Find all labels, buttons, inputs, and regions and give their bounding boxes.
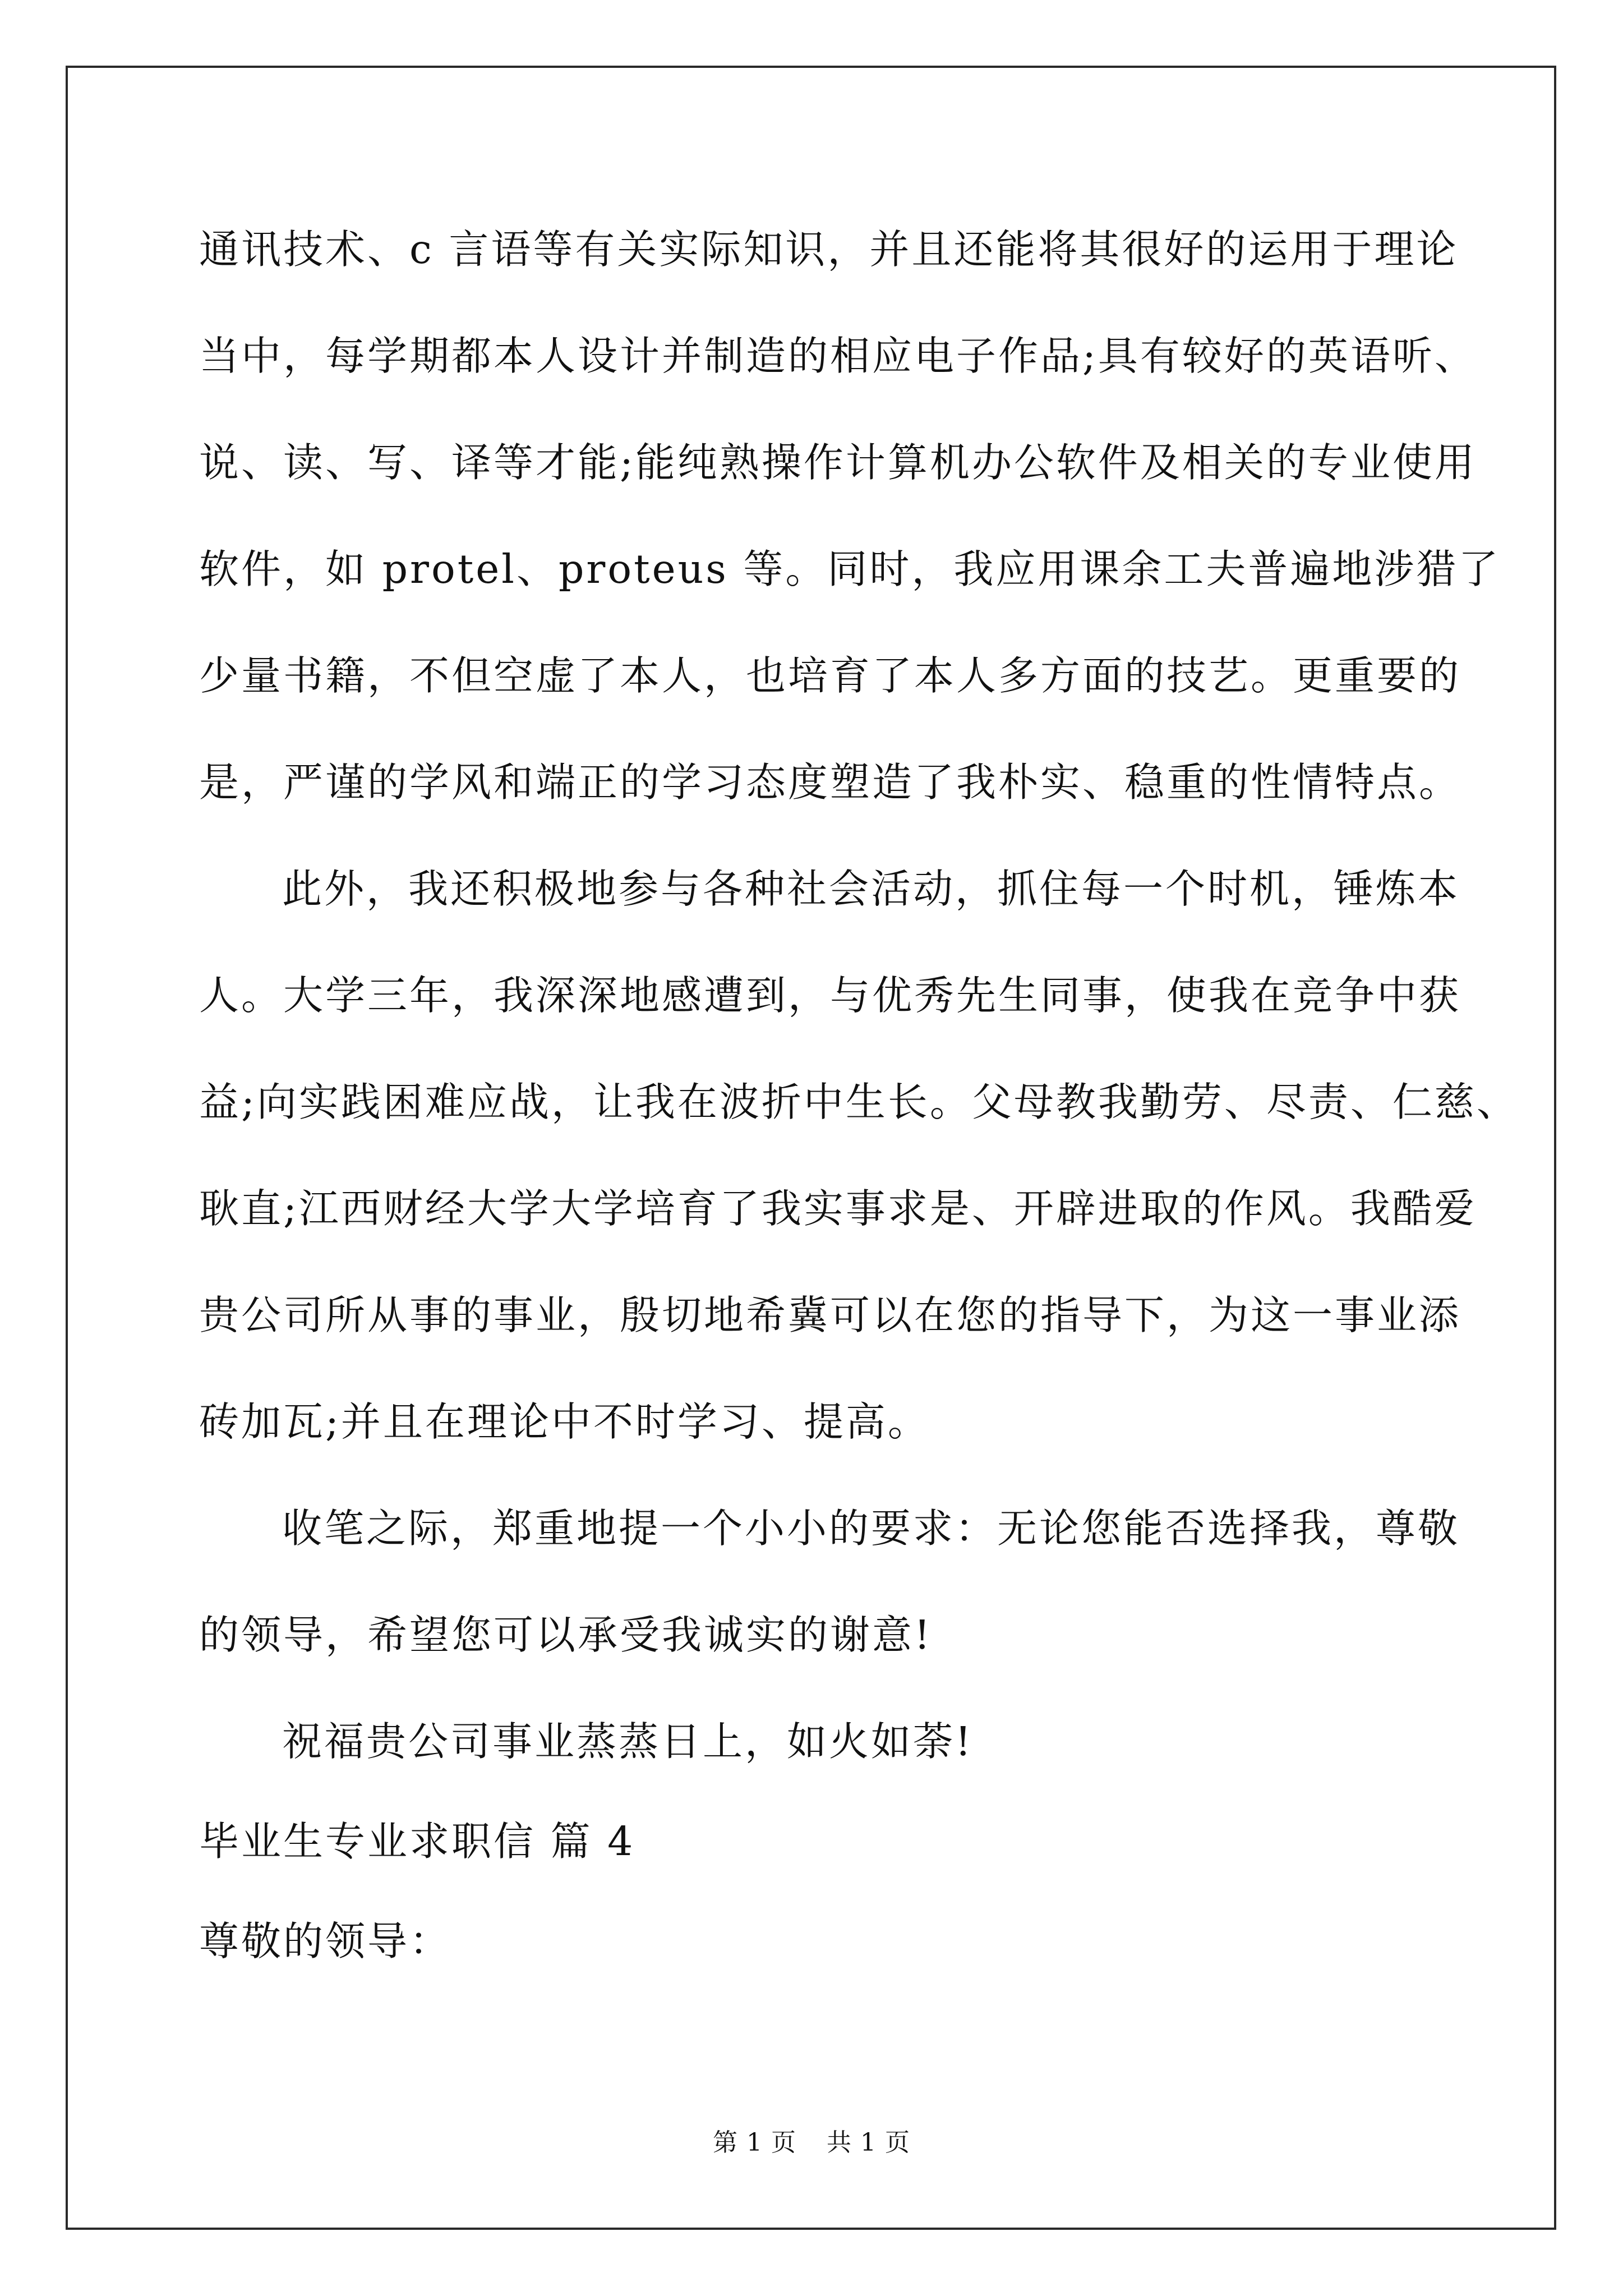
text-line: 贵公司所从事的事业，殷切地希冀可以在您的指导下，为这一事业添	[199, 1292, 1461, 1338]
text-line: 益;向实践困难应战，让我在波折中生长。父母教我勤劳、尽责、仁慈、	[199, 1079, 1519, 1125]
page-total: 共 1 页	[827, 2128, 910, 2157]
text-line: 当中，每学期都本人设计并制造的相应电子作品;具有较好的英语听、	[199, 333, 1477, 379]
text-line: 说、读、写、译等才能;能纯熟操作计算机办公软件及相关的专业使用	[199, 439, 1477, 486]
salutation-line: 尊敬的领导：	[199, 1918, 452, 1964]
text-line: 的领导，希望您可以承受我诚实的谢意!	[199, 1612, 933, 1658]
closing-wish-line: 祝福贵公司事业蒸蒸日上，如火如荼!	[282, 1718, 974, 1765]
text-line: 是，严谨的学风和端正的学习态度塑造了我朴实、稳重的性情特点。	[199, 759, 1461, 806]
section-heading: 毕业生专业求职信 篇 4	[199, 1818, 635, 1865]
text-line: 少量书籍，不但空虚了本人，也培育了本人多方面的技艺。更重要的	[199, 652, 1461, 699]
text-line: 通讯技术、c 言语等有关实际知识，并且还能将其很好的运用于理论	[199, 226, 1459, 273]
page-number: 第 1 页	[713, 2128, 796, 2157]
text-line: 耿直;江西财经大学大学培育了我实事求是、开辟进取的作风。我酷爱	[199, 1185, 1477, 1232]
page-footer	[0, 2126, 1623, 2160]
text-line: 人。大学三年，我深深地感遭到，与优秀先生同事，使我在竞争中获	[199, 972, 1461, 1019]
text-line: 砖加瓦;并且在理论中不时学习、提高。	[199, 1398, 930, 1445]
paragraph-start-line: 此外，我还积极地参与各种社会活动，抓住每一个时机，锤炼本	[282, 866, 1460, 912]
paragraph-start-line: 收笔之际，郑重地提一个小小的要求：无论您能否选择我，尊敬	[282, 1505, 1460, 1552]
letter-body	[199, 219, 1519, 2010]
text-line: 软件，如 protel、proteus 等。同时，我应用课余工夫普遍地涉猎了	[199, 546, 1501, 592]
